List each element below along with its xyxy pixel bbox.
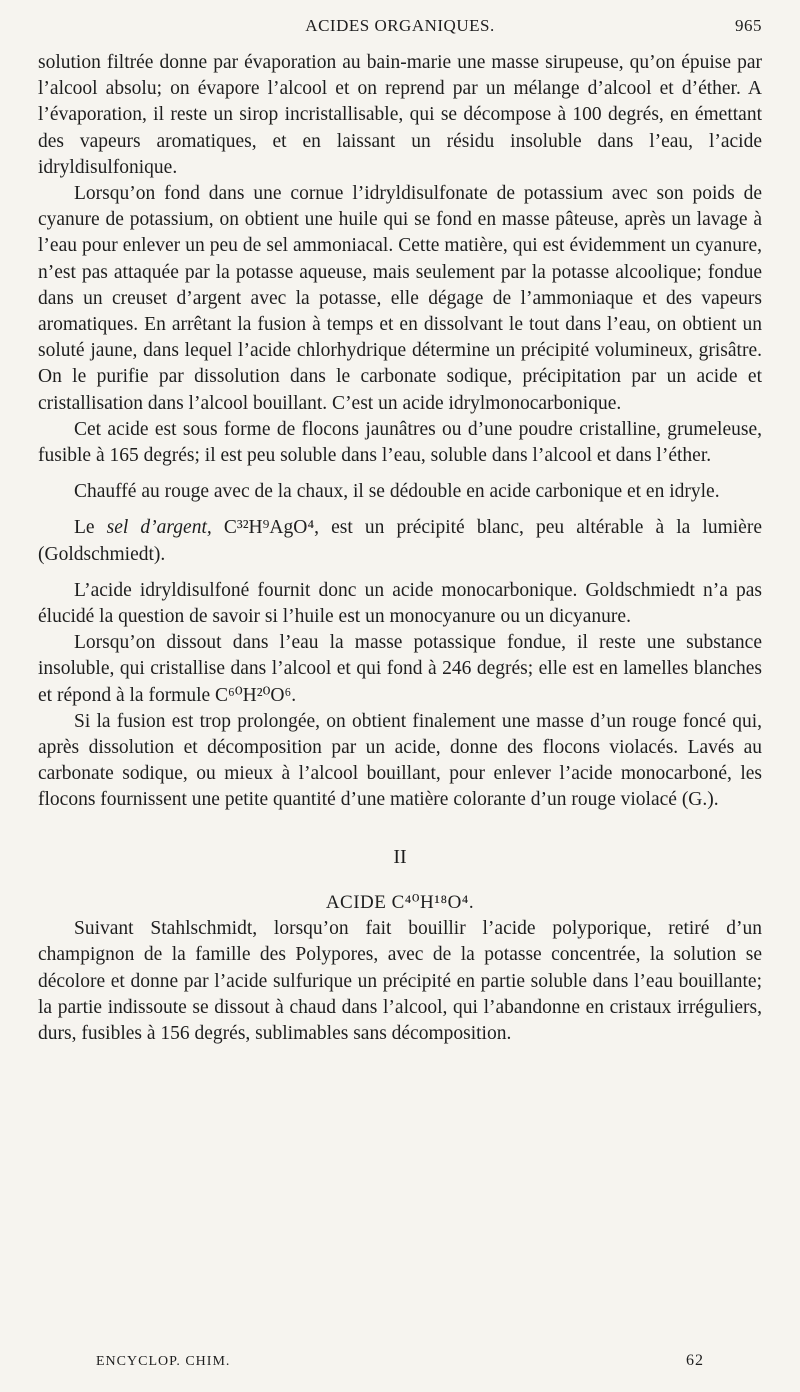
silver-salt-description: est un précipité blanc, peu altérable à la lumière (Goldschmiedt). xyxy=(38,517,762,565)
silver-salt-italic: sel d’argent, xyxy=(106,517,212,539)
footer-sheet-number: 62 xyxy=(686,1352,704,1369)
paragraph-continued: solution filtrée donne par évaporation au bain-marie une masse sirupeuse, qu’on épuise par l’alcool absolu; on évapore l’alcool et on reprend par un mélange d’alcool et d’éther. A l’évaporation, il reste un sirop incristallisable, qui se décompose à 100 degrés, en émettant des vapeurs aromatiques, et en laissant un résidu insoluble dans l’eau, l’acide idryldisulfonique. xyxy=(38,52,762,178)
paragraph-cyanide-fusion: Lorsqu’on fond dans une cornue l’idryldisulfonate de potassium avec son poids de cyanure de potassium, on obtient une huile qui se fond en masse pâteuse, après un lavage à l’eau pour enlever un peu de sel ammoniacal. Cette matière, qui est évidemment un cyanure, n’est pas attaquée par la potasse aqueuse, mais seulement par la potasse alcoolique; fondue dans un creuset d’argent avec la potasse, elle dégage de l’ammoniaque et des vapeurs aromatiques. En arrêtant la fusion à temps et en dissolvant le tout dans l’eau, on obtient un soluté jaune, dans lequel l’acide chlorhydrique détermine un précipité volumineux, grisâtre. On le purifie par dissolution dans le carbonate sodique, précipitation par un acide et cristallisation dans l’alcool bouillant. C’est un acide idrylmonocarbonique. xyxy=(38,183,762,414)
section-number: II xyxy=(393,845,407,868)
page-footer xyxy=(96,1346,704,1374)
footer-signature: ENCYCLOP. CHIM. xyxy=(96,1354,231,1369)
paragraph-prolonged-fusion: Si la fusion est trop prolongée, on obtient finalement une masse d’un rouge foncé qui, après dissolution et décomposition par un acide, donne des flocons violacés. Lavés au carbonate sodique, ou mieux à l’alcool bouillant, pour enlever l’acide monocarboné, les flocons fournissent une petite quantité d’une matière colorante d’un rouge violacé (G.). xyxy=(38,710,762,811)
section-title: ACIDE C⁴⁰H¹⁸O⁴. xyxy=(325,891,475,913)
paragraph-silver-salt xyxy=(38,515,762,567)
body-text xyxy=(38,50,762,1047)
page-number: 965 xyxy=(735,16,762,35)
running-title: ACIDES ORGANIQUES. xyxy=(305,16,495,35)
paragraph-stahlschmidt: Suivant Stahlschmidt, lorsqu’on fait bouillir l’acide polyporique, retiré d’un champignon de la famille des Polypores, avec de la potasse concentrée, la solution se décolore et donne par l’acide sulfurique un précipité en partie soluble dans l’eau bouillante; la partie indissoute se dissout à chaud dans l’alcool, qui l’abandonne en cristaux irréguliers, durs, fusibles à 156 degrés, sublimables sans décomposition. xyxy=(38,918,762,1044)
paragraph-monocarboxylic: L’acide idryldisulfoné fournit donc un acide monocarbonique. Goldschmiedt n’a pas élucidé la question de savoir si l’huile est un monocyanure ou un dicyanure. xyxy=(38,579,762,628)
paragraph-acid-properties: Cet acide est sous forme de flocons jaunâtres ou d’une poudre cristalline, grumeleuse, fusible à 165 degrés; il est peu soluble dans l’eau, soluble dans l’alcool et dans l’éther. xyxy=(38,418,762,467)
paragraph-lime-heating: Chauffé au rouge avec de la chaux, il se dédouble en acide carbonique et en idryle. xyxy=(74,481,720,503)
running-header xyxy=(38,10,762,40)
silver-salt-label: Le xyxy=(74,517,107,539)
paragraph-insoluble-substance: Lorsqu’on dissout dans l’eau la masse potassique fondue, il reste une substance insoluble, qui cristallise dans l’alcool et qui fond à 246 degrés; elle est en lamelles blanches et répond à la formule C⁶⁰H²⁰O⁶. xyxy=(38,632,762,706)
silver-salt-formula: C³²H⁹AgO⁴, xyxy=(211,517,320,539)
